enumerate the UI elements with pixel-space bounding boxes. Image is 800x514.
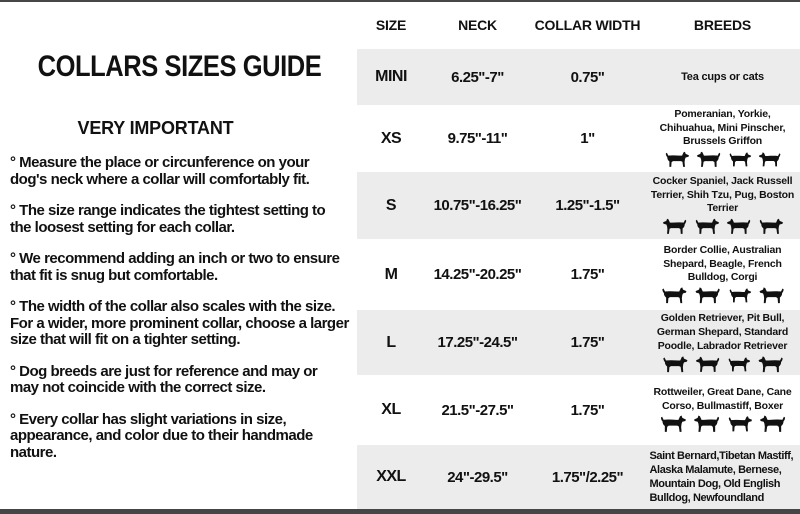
breeds-cell (645, 173, 800, 239)
collar-width-cell: 1.75" (570, 266, 605, 283)
breeds-text: Rottweiler, Great Dane, Cane Corso, Bullmastiff, Boxer (653, 385, 792, 412)
collar-width-cell: 1" (580, 130, 595, 147)
dog-icon (661, 356, 689, 374)
note-size-range: ° The size range indicates the tightest setting to the loosest setting for each collar. (10, 202, 326, 236)
dog-icon (758, 151, 782, 169)
breeds-text: Tea cups or cats (681, 70, 764, 83)
page-title: COLLARS SIZES GUIDE (37, 50, 322, 83)
collar-width-cell: 1.75" (570, 334, 605, 352)
table-row-s (357, 172, 800, 239)
table-header-row (357, 2, 800, 49)
breeds-cell (645, 447, 800, 507)
breeds-text: Saint Bernard,Tibetan Mastiff, Alaska Malamute, Bernese, Mountain Dog, Old English Bulldog, Newfoundland (649, 449, 794, 505)
column-header-collar-width: COLLAR WIDTH (534, 16, 641, 33)
table-row-xl (357, 375, 800, 445)
size-cell: XS (380, 129, 402, 147)
table-row-mini (357, 49, 800, 105)
neck-cell: 14.25"-20.25" (433, 266, 522, 283)
collar-width-cell: 1.75"/2.25" (551, 468, 624, 486)
dog-icon-row (664, 151, 782, 169)
neck-cell: 10.75"-16.25" (433, 197, 522, 214)
breeds-text: Cocker Spaniel, Jack Russell Terrier, Shih Tzu, Pug, Boston Terrier (650, 174, 795, 215)
dog-icon (664, 151, 690, 169)
dog-icon (726, 218, 752, 236)
neck-cell: 9.75"-11" (447, 130, 508, 147)
dog-icon (694, 218, 720, 236)
dog-icon (727, 415, 753, 434)
note-breeds-reference: ° Dog breeds are just for reference and may or may not coincide with the correct size. (10, 362, 318, 396)
breeds-cell (645, 106, 800, 172)
breeds-cell (645, 242, 800, 308)
dog-icon-row (659, 415, 787, 434)
size-table (357, 2, 800, 509)
note-measure: ° Measure the place or circunference on your dog's neck where a collar will comfortably fit. (10, 154, 310, 188)
dog-icon (693, 415, 721, 434)
breeds-cell (645, 310, 800, 376)
size-cell: MINI (375, 68, 407, 85)
dog-icon (727, 356, 751, 374)
note-width-scales: ° The width of the collar also scales with the size. For a wider, more prominent collar, choose a larger size that will fit on a tighter setting. (10, 298, 349, 348)
dog-icon (759, 415, 787, 434)
dog-icon (694, 287, 722, 305)
table-row-xxl (357, 445, 800, 509)
neck-cell: 6.25"-7" (451, 68, 504, 86)
dog-icon (659, 415, 687, 434)
dog-icon-row (661, 356, 785, 374)
bottom-border (0, 509, 800, 514)
size-cell: XL (381, 401, 401, 418)
dog-icon (660, 287, 688, 305)
dog-icon-row (660, 287, 786, 305)
dog-icon (728, 151, 752, 169)
dog-icon-row (662, 218, 784, 236)
collar-width-cell: 0.75" (570, 68, 605, 86)
dog-icon (757, 356, 785, 374)
dog-icon (662, 218, 688, 236)
table-row-l (357, 310, 800, 375)
dog-icon (758, 287, 786, 305)
size-cell: L (386, 333, 396, 351)
breeds-cell (645, 68, 800, 87)
dog-icon (758, 218, 784, 236)
size-cell: M (384, 265, 398, 283)
collar-width-cell: 1.25"-1.5" (555, 197, 620, 214)
size-cell: S (385, 196, 397, 214)
neck-cell: 21.5"-27.5" (441, 401, 514, 419)
note-recommend: ° We recommend adding an inch or two to ensure that fit is snug but comfortable. (10, 250, 340, 284)
size-cell: XXL (376, 468, 406, 485)
breeds-text: Border Collie, Australian Shepard, Beagle, French Bulldog, Corgi (663, 243, 782, 284)
info-panel (0, 2, 357, 509)
breeds-text: Golden Retriever, Pit Bull, German Shepard, Standard Poodle, Labrador Retriever (656, 312, 789, 352)
table-row-xs (357, 105, 800, 172)
dog-icon (696, 151, 722, 169)
neck-cell: 24"-29.5" (447, 468, 508, 486)
table-row-m (357, 239, 800, 310)
important-heading: VERY IMPORTANT (77, 118, 234, 138)
column-header-neck: NECK (458, 16, 497, 33)
neck-cell: 17.25"-24.5" (437, 334, 518, 352)
column-header-size: SIZE (375, 16, 407, 33)
breeds-cell (645, 384, 800, 437)
dog-icon (695, 356, 721, 374)
column-header-breeds: BREEDS (693, 16, 752, 33)
breeds-text: Pomeranian, Yorkie, Chihuahua, Mini Pinscher, Brussels Griffon (659, 107, 786, 148)
note-handmade: ° Every collar has slight variations in size, appearance, and color due to their handmade nature. (10, 410, 313, 461)
collar-width-cell: 1.75" (570, 401, 605, 419)
dog-icon (728, 287, 752, 305)
